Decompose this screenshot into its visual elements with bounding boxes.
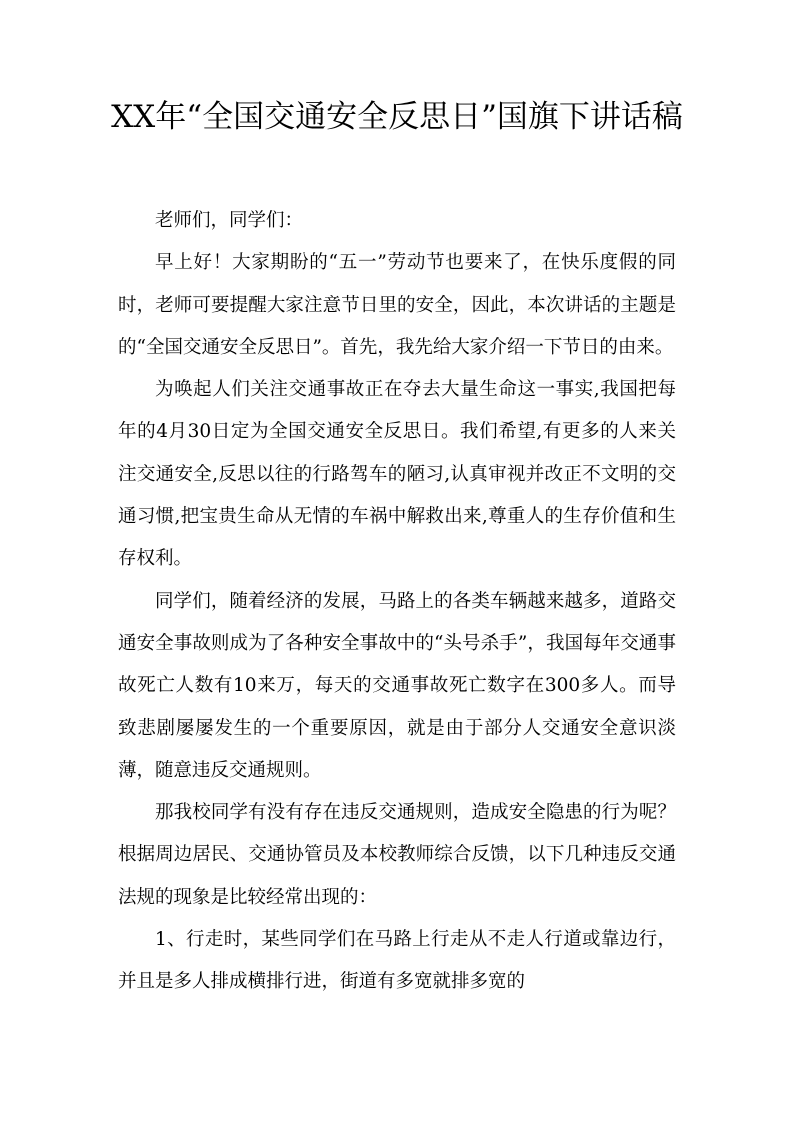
paragraph-item-1: 1、行走时，某些同学们在马路上行走从不走人行道或靠边行，并且是多人排成横排行进，街道有多宽就排多宽的: [118, 929, 676, 993]
paragraph-greeting: 老师们，同学们：: [155, 210, 304, 231]
paragraph-statistics: 同学们，随着经济的发展，马路上的各类车辆越来越多，道路交通安全事故则成为了各种安全事故中的“头号杀手”，我国每年交通事故死亡人数有10来万，每天的交通事故死亡数字在300多人。而导致悲剧屡屡发生的一个重要原因，就是由于部分人交通安全意识淡薄，随意违反交通规则。: [118, 590, 676, 781]
document-body: [118, 200, 676, 1004]
paragraph-violations-intro: 那我校同学有没有存在违反交通规则，造成安全隐患的行为呢？根据周边居民、交通协管员及本校教师综合反馈，以下几种违反交通法规的现象是比较经常出现的：: [118, 802, 676, 908]
document-title: XX年“全国交通安全反思日”国旗下讲话稿: [111, 99, 683, 135]
paragraph-intro: 早上好！大家期盼的“五一”劳动节也要来了，在快乐度假的同时，老师可要提醒大家注意节日里的安全，因此，本次讲话的主题是的“全国交通安全反思日”。首先，我先给大家介绍一下节日的由来。: [118, 252, 676, 358]
paragraph-origin: 为唤起人们关注交通事故正在夺去大量生命这一事实,我国把每年的4月30日定为全国交通安全反思日。我们希望,有更多的人来关注交通安全,反思以往的行路驾车的陋习,认真审视并改正不文明的交通习惯,把宝贵生命从无情的车祸中解救出来,尊重人的生存价值和生存权利。: [118, 379, 676, 570]
